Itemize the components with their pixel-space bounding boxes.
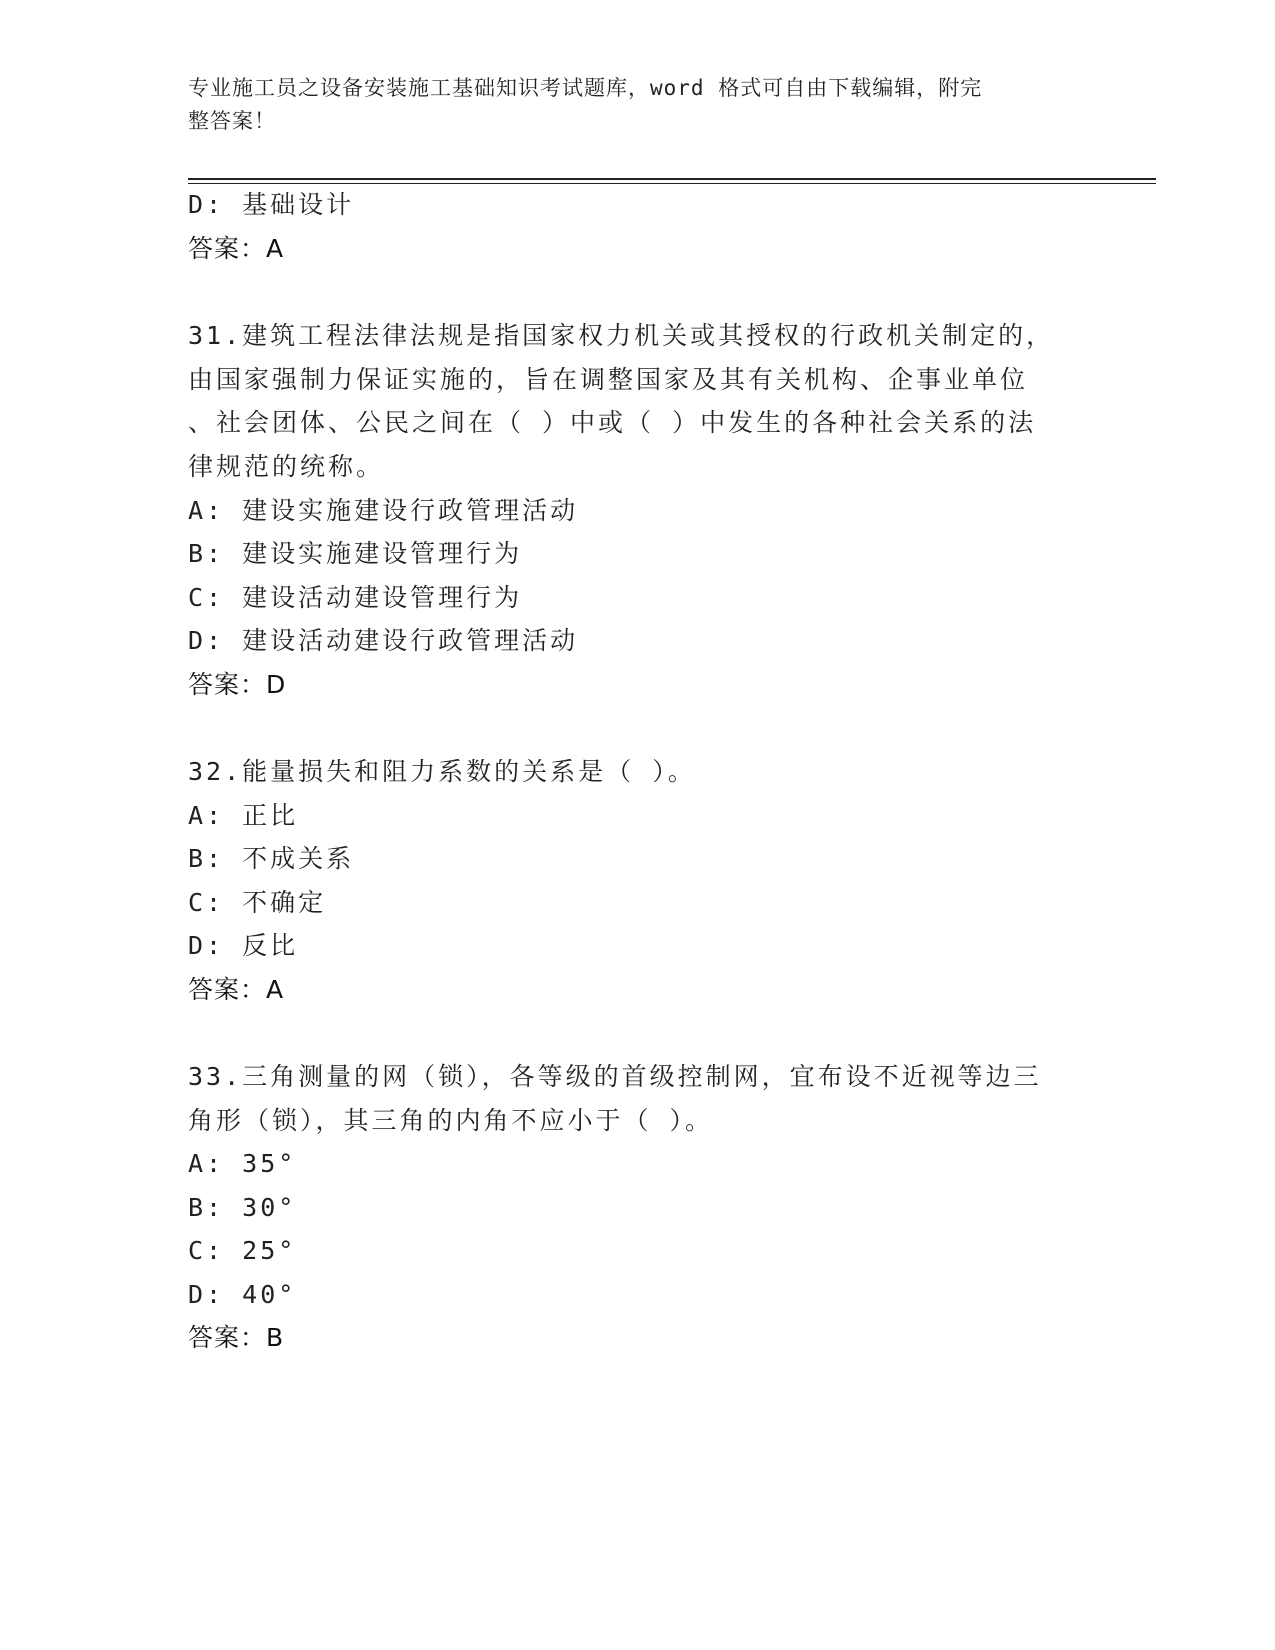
q32-stem-line-1: 32.能量损失和阻力系数的关系是（ ）。 [188, 757, 696, 786]
header-line-2: 整答案！ [188, 109, 276, 133]
q33-option-d: D: 40° [188, 1280, 297, 1309]
q31-stem-line-3: 、社会团体、公民之间在（ ）中或（ ）中发生的各种社会关系的法 [188, 408, 1037, 437]
q31-option-b: B: 建设实施建设管理行为 [188, 539, 523, 568]
q33-answer: 答案：B [188, 1323, 285, 1352]
q33-stem-line-1: 33.三角测量的网（锁），各等级的首级控制网，宜布设不近视等边三 [188, 1062, 1042, 1091]
q33-stem-line-2: 角形（锁），其三角的内角不应小于（ ）。 [188, 1106, 714, 1135]
prev-question-answer: 答案：A [188, 234, 285, 263]
q31-stem-line-4: 律规范的统称。 [188, 452, 385, 481]
q32-answer: 答案：A [188, 975, 285, 1004]
q31-stem-line-2: 由国家强制力保证实施的，旨在调整国家及其有关机构、企事业单位 [188, 365, 1029, 394]
q32-option-d: D: 反比 [188, 931, 299, 960]
q32-option-a: A: 正比 [188, 801, 299, 830]
q31-answer: 答案：D [188, 670, 287, 699]
q33-option-a: A: 35° [188, 1149, 297, 1178]
header-line-1: 专业施工员之设备安装施工基础知识考试题库，word 格式可自由下载编辑，附完 [188, 76, 983, 100]
q33-option-c: C: 25° [188, 1236, 297, 1265]
header-divider-thick [188, 178, 1156, 180]
q33-option-b: B: 30° [188, 1193, 297, 1222]
q31-option-a: A: 建设实施建设行政管理活动 [188, 496, 579, 525]
document-header [188, 72, 1088, 138]
header-divider-thin [188, 183, 1156, 184]
q31-option-d: D: 建设活动建设行政管理活动 [188, 626, 579, 655]
q32-option-b: B: 不成关系 [188, 844, 355, 873]
q31-option-c: C: 建设活动建设管理行为 [188, 583, 523, 612]
q32-option-c: C: 不确定 [188, 888, 327, 917]
q31-stem-line-1: 31.建筑工程法律法规是指国家权力机关或其授权的行政机关制定的， [188, 321, 1055, 350]
prev-question-option-d: D: 基础设计 [188, 190, 355, 219]
